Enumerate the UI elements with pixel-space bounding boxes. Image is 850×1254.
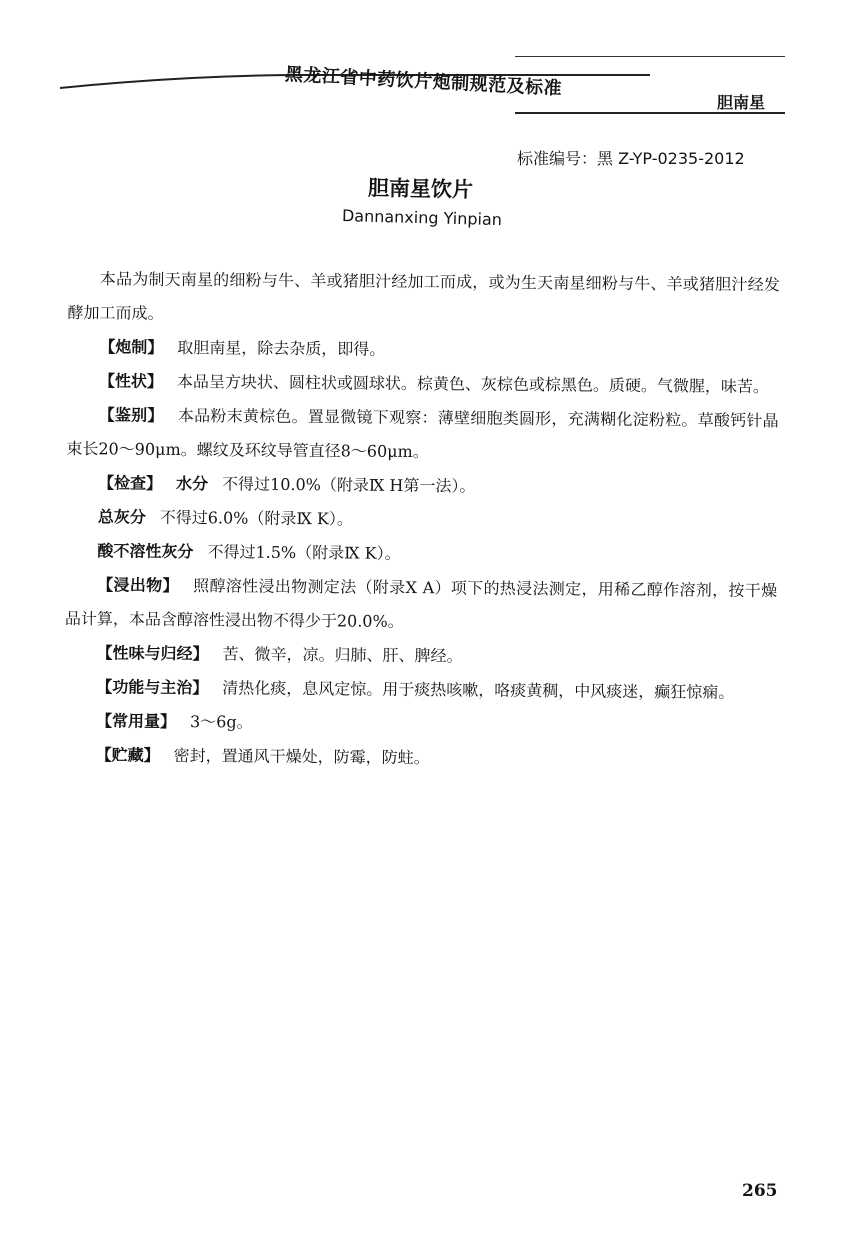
section-text: 密封，置通风干燥处，防霉，防蛀。 [173, 745, 430, 768]
section-label: 【性味与归经】 [96, 643, 209, 664]
section-text: 不得过1.5%（附录Ⅸ K）。 [207, 542, 401, 563]
section-text: 不得过10.0%（附录Ⅸ H第一法）。 [222, 474, 476, 496]
section-text: 不得过6.0%（附录Ⅸ K）。 [159, 507, 354, 529]
page-title: 胆南星饮片 [367, 176, 474, 202]
section-label: 【性状】 [98, 371, 164, 391]
section-text: 清热化痰，息风定惊。用于痰热咳嗽，咯痰黄稠，中风痰迷，癫狂惊痫。 [222, 678, 735, 702]
section-label: 【功能与主治】 [96, 677, 209, 698]
section-text: 本品粉末黄棕色。置显微镜下观察：薄壁细胞类圆形，充满糊化淀粉粒。草酸钙针晶束长20～90μm。螺纹及环纹导管直径8～60μm。 [66, 405, 779, 462]
standard-number: 标准编号：黑 Z-YP-0235-2012 [517, 149, 745, 168]
section-text: 本品呈方块状、圆柱状或圆球状。棕黄色、灰棕色或棕黑色。质硬。气微腥，味苦。 [176, 371, 770, 397]
running-header-entry: 胆南星 [717, 93, 766, 112]
page-number: 265 [742, 1181, 778, 1201]
section-label: 【贮藏】 [95, 745, 160, 765]
section-label: 酸不溶性灰分 [97, 541, 194, 562]
section-jianbie [66, 398, 779, 472]
section-label: 【检查】 [97, 473, 163, 493]
section-text: 3～6g。 [189, 712, 253, 732]
page-subtitle: Dannanxing Yinpian [341, 206, 503, 230]
section-label: 【常用量】 [95, 711, 177, 731]
running-header-title: 黑龙江省中药饮片炮制规范及标准 [284, 64, 563, 100]
section-label: 【鉴别】 [98, 405, 164, 425]
section-text: 取胆南星，除去杂质，即得。 [177, 337, 386, 359]
section-text: 苦、微辛，凉。归肺、肝、脾经。 [222, 644, 463, 666]
section-label: 总灰分 [97, 507, 146, 527]
intro-paragraph: 本品为制天南星的细粉与牛、羊或猪胆汁经加工而成，或为生天南星细粉与牛、羊或猪胆汁经发酵加工而成。 [67, 269, 780, 323]
section-label: 【炮制】 [99, 337, 164, 357]
header-top-rule [515, 56, 785, 57]
monograph-body [64, 262, 780, 778]
section-zhucang [64, 738, 776, 778]
section-text: 照醇溶性浸出物测定法（附录Ⅹ A）项下的热浸法测定，用稀乙醇作溶剂，按干燥品计算，本品含醇溶性浸出物不得少于20.0%。 [64, 576, 778, 631]
section-sublabel: 水分 [176, 473, 209, 494]
section-jinchuwu [65, 568, 778, 642]
section-label: 【浸出物】 [97, 575, 179, 595]
